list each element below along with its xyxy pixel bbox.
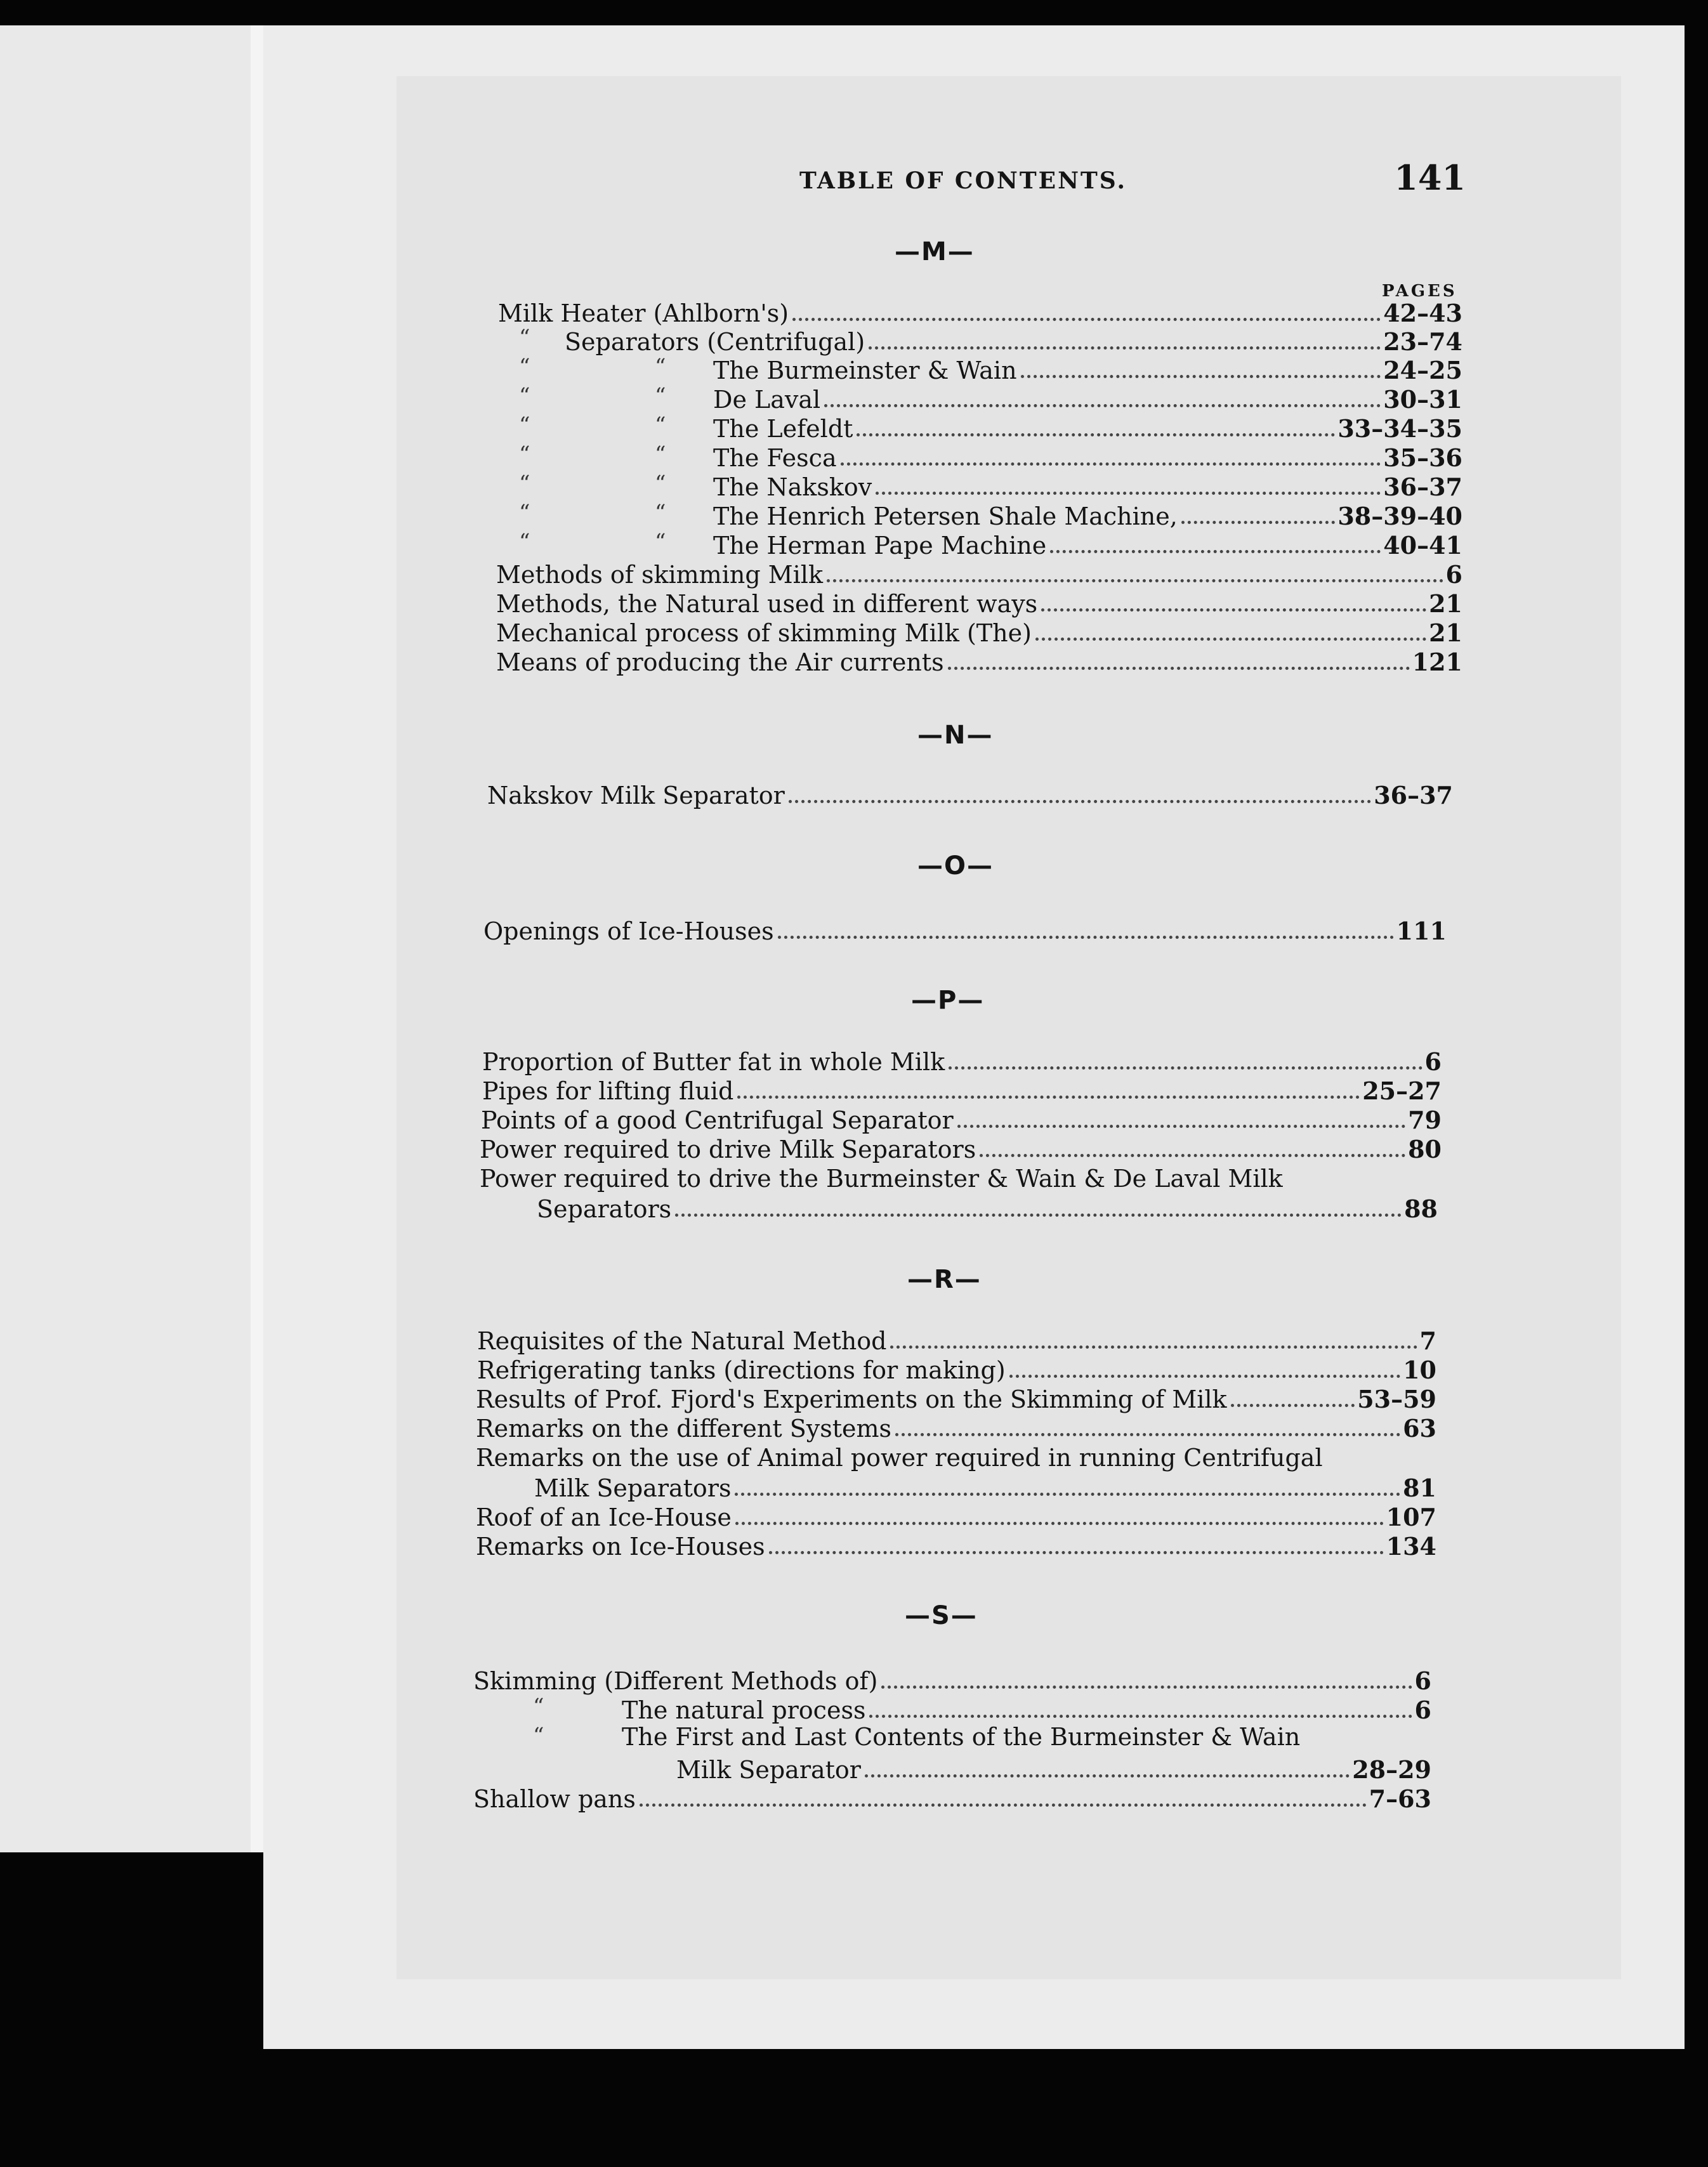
- header-title: TABLE OF CONTENTS.: [799, 167, 1127, 194]
- leader-dots: [1050, 550, 1381, 553]
- toc-entry-pages: 42–43: [1383, 299, 1462, 327]
- toc-entry-pages: 24–25: [1383, 356, 1462, 384]
- toc-entry-label: The Fesca: [713, 444, 837, 472]
- toc-entry[interactable]: [676, 1753, 1431, 1784]
- leader-dots: [857, 433, 1335, 436]
- toc-entry-label: Means of producing the Air currents: [496, 648, 944, 676]
- toc-entry[interactable]: [477, 1325, 1436, 1355]
- leader-dots: [1021, 375, 1381, 378]
- toc-entry-label: De Laval: [713, 386, 821, 414]
- toc-entry-pages: 111: [1396, 917, 1447, 945]
- leader-dots: [869, 346, 1381, 350]
- toc-entry-label: Remarks on the different Systems: [476, 1415, 892, 1443]
- toc-entry-label: Milk Separator: [676, 1756, 861, 1784]
- ditto-mark: “: [519, 500, 530, 525]
- toc-entry[interactable]: [476, 1530, 1436, 1561]
- toc-entry-pages: 21: [1429, 619, 1462, 647]
- toc-entry-pages: 80: [1408, 1135, 1442, 1163]
- toc-entry-label: Nakskov Milk Separator: [487, 782, 785, 809]
- toc-entry[interactable]: [480, 1133, 1442, 1163]
- toc-entry-label: Milk Separators: [534, 1474, 732, 1502]
- toc-entry-pages: 10: [1403, 1356, 1436, 1384]
- ditto-mark: “: [519, 383, 530, 409]
- toc-entry-label: Power required to drive the Burmeinster & Wain & De Laval Milk: [480, 1165, 1283, 1193]
- toc-entry-pages: 36–37: [1374, 781, 1453, 809]
- toc-entry-label: Refrigerating tanks (directions for making): [477, 1356, 1006, 1384]
- toc-entry[interactable]: [496, 646, 1462, 676]
- toc-entry-pages: 28–29: [1352, 1755, 1431, 1784]
- toc-entry[interactable]: [496, 617, 1462, 647]
- toc-entry[interactable]: [498, 297, 1462, 327]
- running-header: [799, 157, 1466, 208]
- leader-dots: [890, 1345, 1417, 1349]
- ditto-mark: “: [655, 354, 666, 379]
- leader-dots: [824, 404, 1381, 407]
- leader-dots: [881, 1686, 1412, 1689]
- leader-dots: [789, 800, 1371, 803]
- toc-entry[interactable]: [481, 1104, 1442, 1134]
- page-number: 141: [1394, 157, 1466, 198]
- toc-entry-pages: 30–31: [1383, 385, 1462, 414]
- toc-entry-pages: 33–34–35: [1337, 414, 1462, 443]
- ditto-mark: “: [519, 412, 530, 438]
- ditto-mark: “: [655, 412, 666, 438]
- section-heading-r: —R—: [907, 1265, 982, 1294]
- leader-dots: [735, 1493, 1400, 1496]
- toc-entry-pages: 107: [1386, 1503, 1436, 1531]
- leader-dots: [876, 492, 1381, 495]
- leader-dots: [1231, 1404, 1355, 1407]
- toc-entry-pages: 40–41: [1383, 531, 1462, 560]
- toc-entry[interactable]: [473, 1665, 1431, 1695]
- toc-entry-label: The Lefeldt: [713, 415, 853, 443]
- toc-entry-pages: 134: [1386, 1532, 1436, 1561]
- ditto-mark: “: [655, 500, 666, 525]
- toc-entry[interactable]: [713, 442, 1462, 472]
- toc-entry[interactable]: [713, 471, 1462, 501]
- toc-entry[interactable]: [713, 354, 1462, 384]
- leader-dots: [1035, 638, 1426, 641]
- leader-dots: [841, 462, 1381, 466]
- toc-entry-label: Separators (Centrifugal): [565, 328, 865, 356]
- section-heading-m: —M—: [895, 237, 975, 266]
- leader-dots: [869, 1715, 1412, 1718]
- toc-entry-pages: 25–27: [1362, 1077, 1442, 1105]
- toc-entry-label: Mechanical process of skimming Milk (The): [496, 619, 1032, 647]
- leader-dots: [769, 1551, 1384, 1554]
- leader-dots: [737, 1096, 1360, 1099]
- facing-page-edge: [0, 25, 265, 1852]
- toc-entry-label: Power required to drive Milk Separators: [480, 1136, 976, 1163]
- ditto-mark: “: [519, 442, 530, 467]
- leader-dots: [957, 1125, 1405, 1128]
- toc-entry-label: The natural process: [622, 1696, 866, 1724]
- toc-entry-pages: 6: [1445, 560, 1462, 589]
- toc-entry-pages: 6: [1424, 1047, 1442, 1076]
- toc-entry-label: Milk Heater (Ahlborn's): [498, 299, 789, 327]
- toc-entry[interactable]: [713, 383, 1462, 414]
- toc-entry-pages: 38–39–40: [1337, 502, 1462, 530]
- ditto-mark: “: [519, 354, 530, 379]
- toc-entry-pages: 63: [1403, 1414, 1436, 1443]
- toc-entry-label: Remarks on the use of Animal power required in running Centrifugal: [476, 1444, 1323, 1472]
- toc-entry-pages: 35–36: [1383, 443, 1462, 472]
- section-heading-p: —P—: [911, 986, 985, 1015]
- ditto-mark: “: [655, 529, 666, 554]
- leader-dots: [1181, 521, 1335, 524]
- toc-entry-label: Proportion of Butter fat in whole Milk: [482, 1048, 945, 1076]
- leader-dots: [948, 667, 1410, 670]
- leader-dots: [980, 1154, 1405, 1157]
- toc-entry[interactable]: [713, 500, 1462, 530]
- ditto-mark: “: [655, 383, 666, 409]
- toc-entry[interactable]: [487, 779, 1453, 809]
- toc-entry-pages: 6: [1414, 1696, 1431, 1724]
- toc-entry-pages: 121: [1412, 648, 1462, 676]
- toc-entry-pages: 79: [1408, 1106, 1442, 1134]
- toc-entry-label: Skimming (Different Methods of): [473, 1667, 878, 1695]
- toc-entry-pages: 36–37: [1383, 473, 1462, 501]
- toc-entry-pages: 81: [1403, 1474, 1436, 1502]
- leader-dots: [1041, 608, 1426, 612]
- toc-entry-pages: 21: [1429, 589, 1462, 618]
- toc-entry-pages: 88: [1404, 1195, 1438, 1223]
- toc-entry[interactable]: [476, 1412, 1436, 1443]
- ditto-mark: “: [655, 471, 666, 496]
- toc-entry[interactable]: [713, 529, 1462, 560]
- section-heading-s: —S—: [905, 1601, 978, 1630]
- leader-dots: [735, 1522, 1384, 1525]
- toc-entry-label: The Burmeinster & Wain: [713, 357, 1017, 384]
- toc-entry-label: Shallow pans: [473, 1785, 636, 1813]
- toc-entry[interactable]: [622, 1694, 1431, 1724]
- toc-entry[interactable]: [482, 1045, 1442, 1076]
- toc-entry-pages: 53–59: [1357, 1385, 1436, 1413]
- toc-entry[interactable]: [534, 1472, 1436, 1502]
- pages-column-label: PAGES: [1382, 282, 1457, 301]
- toc-entry-label: Points of a good Centrifugal Separator: [481, 1106, 954, 1134]
- ditto-mark: “: [533, 1723, 544, 1748]
- leader-dots: [675, 1214, 1402, 1217]
- toc-entry-label: Remarks on Ice-Houses: [476, 1533, 765, 1561]
- toc-entry-pages: 23–74: [1383, 327, 1462, 356]
- section-heading-n: —N—: [917, 721, 994, 750]
- toc-entry[interactable]: [473, 1783, 1431, 1813]
- toc-entry-pages: 7–63: [1369, 1784, 1431, 1813]
- toc-entry[interactable]: [713, 412, 1462, 443]
- toc-entry-label: The Henrich Petersen Shale Machine,: [713, 502, 1178, 530]
- leader-dots: [827, 579, 1443, 582]
- toc-entry-label: Roof of an Ice-House: [476, 1503, 732, 1531]
- toc-entry[interactable]: [483, 915, 1447, 945]
- toc-entry[interactable]: [496, 587, 1462, 618]
- toc-entry-label: Results of Prof. Fjord's Experiments on the Skimming of Milk: [476, 1385, 1227, 1413]
- ditto-mark: “: [533, 1694, 544, 1719]
- toc-entry-label: The Herman Pape Machine: [713, 532, 1047, 560]
- toc-entry-pages: 7: [1419, 1326, 1436, 1355]
- leader-dots: [778, 936, 1394, 939]
- toc-entry[interactable]: [477, 1354, 1436, 1384]
- toc-entry-label: Openings of Ice-Houses: [483, 917, 774, 945]
- ditto-mark: “: [519, 529, 530, 554]
- toc-entry[interactable]: [476, 1501, 1436, 1531]
- toc-entry-label: The First and Last Contents of the Burmeinster & Wain: [622, 1723, 1301, 1751]
- toc-entry[interactable]: [537, 1193, 1438, 1223]
- toc-entry-pages: 6: [1414, 1666, 1431, 1695]
- toc-entry[interactable]: [496, 558, 1462, 589]
- leader-dots: [949, 1066, 1422, 1070]
- leader-dots: [640, 1804, 1367, 1807]
- section-heading-o: —O—: [917, 851, 994, 881]
- ditto-mark: “: [519, 471, 530, 496]
- ditto-mark: “: [655, 442, 666, 467]
- leader-dots: [792, 318, 1381, 321]
- leader-dots: [1009, 1375, 1400, 1378]
- toc-entry-label: Requisites of the Natural Method: [477, 1327, 887, 1355]
- toc-entry-label: Methods of skimming Milk: [496, 561, 823, 589]
- toc-entry[interactable]: [482, 1075, 1442, 1105]
- toc-entry-label: The Nakskov: [713, 473, 872, 501]
- leader-dots: [865, 1774, 1350, 1777]
- toc-entry[interactable]: [476, 1383, 1436, 1413]
- toc-entry-label: Separators: [537, 1195, 672, 1223]
- ditto-mark: “: [519, 325, 530, 350]
- toc-entry-label: Methods, the Natural used in different ways: [496, 590, 1038, 618]
- leader-dots: [895, 1433, 1400, 1436]
- toc-entry[interactable]: [565, 325, 1462, 356]
- toc-entry-label: Pipes for lifting fluid: [482, 1077, 734, 1105]
